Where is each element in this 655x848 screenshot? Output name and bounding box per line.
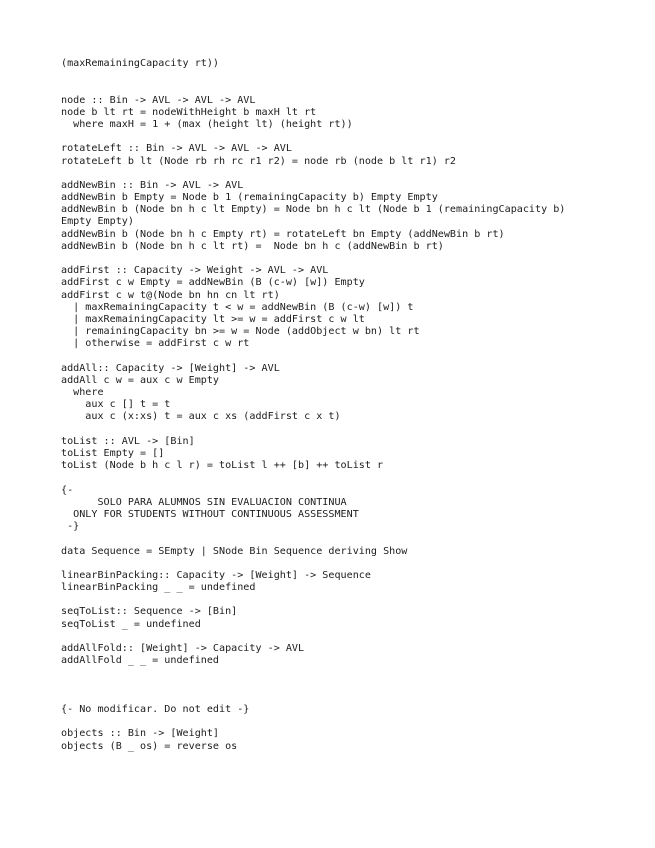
code-line: toList Empty = [] (61, 448, 165, 459)
code-line: toList :: AVL -> [Bin] (61, 435, 195, 447)
blank-line (61, 70, 565, 82)
code-line: aux c [] t = t (61, 399, 171, 411)
code-line: {- No modificar. Do not edit -} (61, 703, 250, 715)
code-line: objects :: Bin -> [Weight] (61, 728, 220, 740)
blank-line (61, 667, 565, 679)
code-line: (maxRemainingCapacity rt)) (61, 58, 220, 69)
blank-line (61, 351, 565, 363)
code-line: node :: Bin -> AVL -> AVL -> AVL (61, 94, 256, 106)
code-line: | remainingCapacity bn >= w = Node (addObject w bn) lt rt (61, 326, 420, 338)
code-line: data Sequence = SEmpty | SNode Bin Sequence deriving Show (61, 545, 408, 557)
blank-line (61, 631, 565, 643)
code-line: addNewBin b (Node bn h c Empty rt) = rotateLeft bn Empty (addNewBin b rt) (61, 228, 505, 240)
code-line: addAllFold:: [Weight] -> Capacity -> AVL (61, 643, 305, 654)
blank-line (61, 82, 565, 94)
code-line: Empty Empty) (61, 216, 134, 228)
code-line: -} (61, 521, 80, 533)
code-line: | otherwise = addFirst c w rt (61, 338, 250, 350)
code-line: rotateLeft :: Bin -> AVL -> AVL -> AVL (61, 143, 292, 155)
code-line: linearBinPacking _ _ = undefined (61, 582, 256, 594)
blank-line (61, 680, 565, 692)
code-line: addAll:: Capacity -> [Weight] -> AVL (61, 362, 280, 374)
code-line: aux c (x:xs) t = aux c xs (addFirst c x t) (61, 411, 341, 423)
blank-line (61, 131, 565, 143)
code-line: addNewBin b (Node bn h c lt Empty) = Node bn h c lt (Node b 1 (remainingCapacity b) (61, 204, 566, 216)
code-line: where maxH = 1 + (max (height lt) (height rt)) (61, 118, 353, 130)
code-line: linearBinPacking:: Capacity -> [Weight] -> Sequence (61, 569, 371, 581)
code-line: addAll c w = aux c w Empty (61, 374, 220, 386)
code-line: addAllFold _ _ = undefined (61, 655, 220, 667)
code-line: ONLY FOR STUDENTS WITHOUT CONTINUOUS ASSESSMENT (61, 508, 359, 520)
code-line: SOLO PARA ALUMNOS SIN EVALUACION CONTINUA (61, 496, 347, 508)
code-line: toList (Node b h c l r) = toList l ++ [b] ++ toList r (61, 460, 384, 472)
code-line: addFirst :: Capacity -> Weight -> AVL -> AVL (61, 265, 329, 277)
code-line: | maxRemainingCapacity lt >= w = addFirst c w lt (61, 313, 365, 325)
code-line: addNewBin :: Bin -> AVL -> AVL (61, 179, 244, 191)
code-line: seqToList _ = undefined (61, 618, 201, 630)
blank-line (61, 716, 565, 728)
code-line: addFirst c w Empty = addNewBin (B (c-w) [w]) Empty (61, 277, 365, 289)
code-line: seqToList:: Sequence -> [Bin] (61, 606, 238, 618)
blank-line (61, 424, 565, 436)
blank-line (61, 558, 565, 570)
code-line: objects (B _ os) = reverse os (61, 740, 238, 752)
code-line: | maxRemainingCapacity t < w = addNewBin (B (c-w) [w]) t (61, 301, 414, 313)
blank-line (61, 533, 565, 545)
code-listing (61, 58, 565, 753)
blank-line (61, 472, 565, 484)
blank-line (61, 168, 565, 180)
blank-line (61, 692, 565, 704)
blank-line (61, 253, 565, 265)
code-line: addNewBin b Empty = Node b 1 (remainingCapacity b) Empty Empty (61, 192, 438, 204)
code-line: addFirst c w t@(Node bn hn cn lt rt) (61, 289, 280, 301)
code-line: node b lt rt = nodeWithHeight b maxH lt rt (61, 106, 317, 118)
code-line: addNewBin b (Node bn h c lt rt) = Node bn h c (addNewBin b rt) (61, 240, 444, 252)
code-line: where (61, 387, 104, 399)
blank-line (61, 594, 565, 606)
code-line: rotateLeft b lt (Node rb rh rc r1 r2) = node rb (node b lt r1) r2 (61, 155, 457, 167)
code-line: {- (61, 484, 74, 496)
